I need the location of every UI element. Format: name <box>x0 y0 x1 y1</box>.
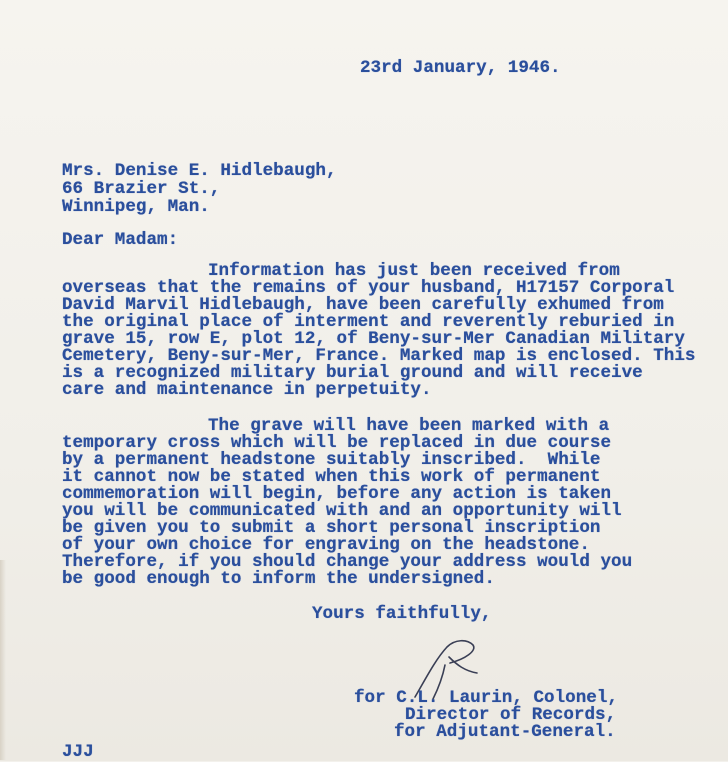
signature-block <box>354 690 618 741</box>
typist-initials: JJJ <box>62 742 94 762</box>
salutation: Dear Madam: <box>62 230 179 250</box>
paragraph-line: temporary cross which will be replaced in due course <box>62 433 612 453</box>
paragraph-line: Information has just been received from <box>208 261 620 281</box>
paragraph-line: overseas that the remains of your husband, H17157 Corporal <box>62 278 675 298</box>
paragraph-line: the original place of interment and reverently reburied in <box>62 312 675 332</box>
paragraph-2 <box>62 418 632 588</box>
signatory-title: Director of Records, <box>405 705 617 725</box>
paragraph-1 <box>62 263 695 399</box>
recipient-address <box>62 162 337 216</box>
paragraph-line: it cannot now be stated when this work of permanent <box>62 467 601 487</box>
recipient-city: Winnipeg, Man. <box>62 197 210 217</box>
paragraph-line: care and maintenance in perpetuity. <box>62 380 432 400</box>
recipient-name: Mrs. Denise E. Hidlebaugh, <box>62 161 337 181</box>
paragraph-line: grave 15, row E, plot 12, of Beny-sur-Mer Canadian Military <box>62 329 685 349</box>
paragraph-line: you will be communicated with and an opportunity will <box>62 501 622 521</box>
paragraph-line: Therefore, if you should change your address would you <box>62 552 633 572</box>
closing: Yours faithfully, <box>312 604 492 624</box>
paragraph-line: commemoration will begin, before any action is taken <box>62 484 612 504</box>
letter-date: 23rd January, 1946. <box>360 58 561 78</box>
paragraph-line: by a permanent headstone suitably inscribed. While <box>62 450 601 470</box>
paragraph-line: of your own choice for engraving on the headstone. <box>62 535 590 555</box>
recipient-street: 66 Brazier St., <box>62 179 221 199</box>
paragraph-line: Cemetery, Beny-sur-Mer, France. Marked map is enclosed. This <box>62 346 696 366</box>
paragraph-line: is a recognized military burial ground and will receive <box>62 363 643 383</box>
paragraph-line: David Marvil Hidlebaugh, have been carefully exhumed from <box>62 295 664 315</box>
paragraph-line: be good enough to inform the undersigned. <box>62 569 495 589</box>
paragraph-line: The grave will have been marked with a <box>208 416 610 436</box>
paragraph-line: be given you to submit a short personal inscription <box>62 518 601 538</box>
paper-edge-shadow <box>0 560 6 760</box>
signatory-department: for Adjutant-General. <box>394 722 616 742</box>
signatory-line: for C.L. Laurin, Colonel, <box>354 688 618 708</box>
